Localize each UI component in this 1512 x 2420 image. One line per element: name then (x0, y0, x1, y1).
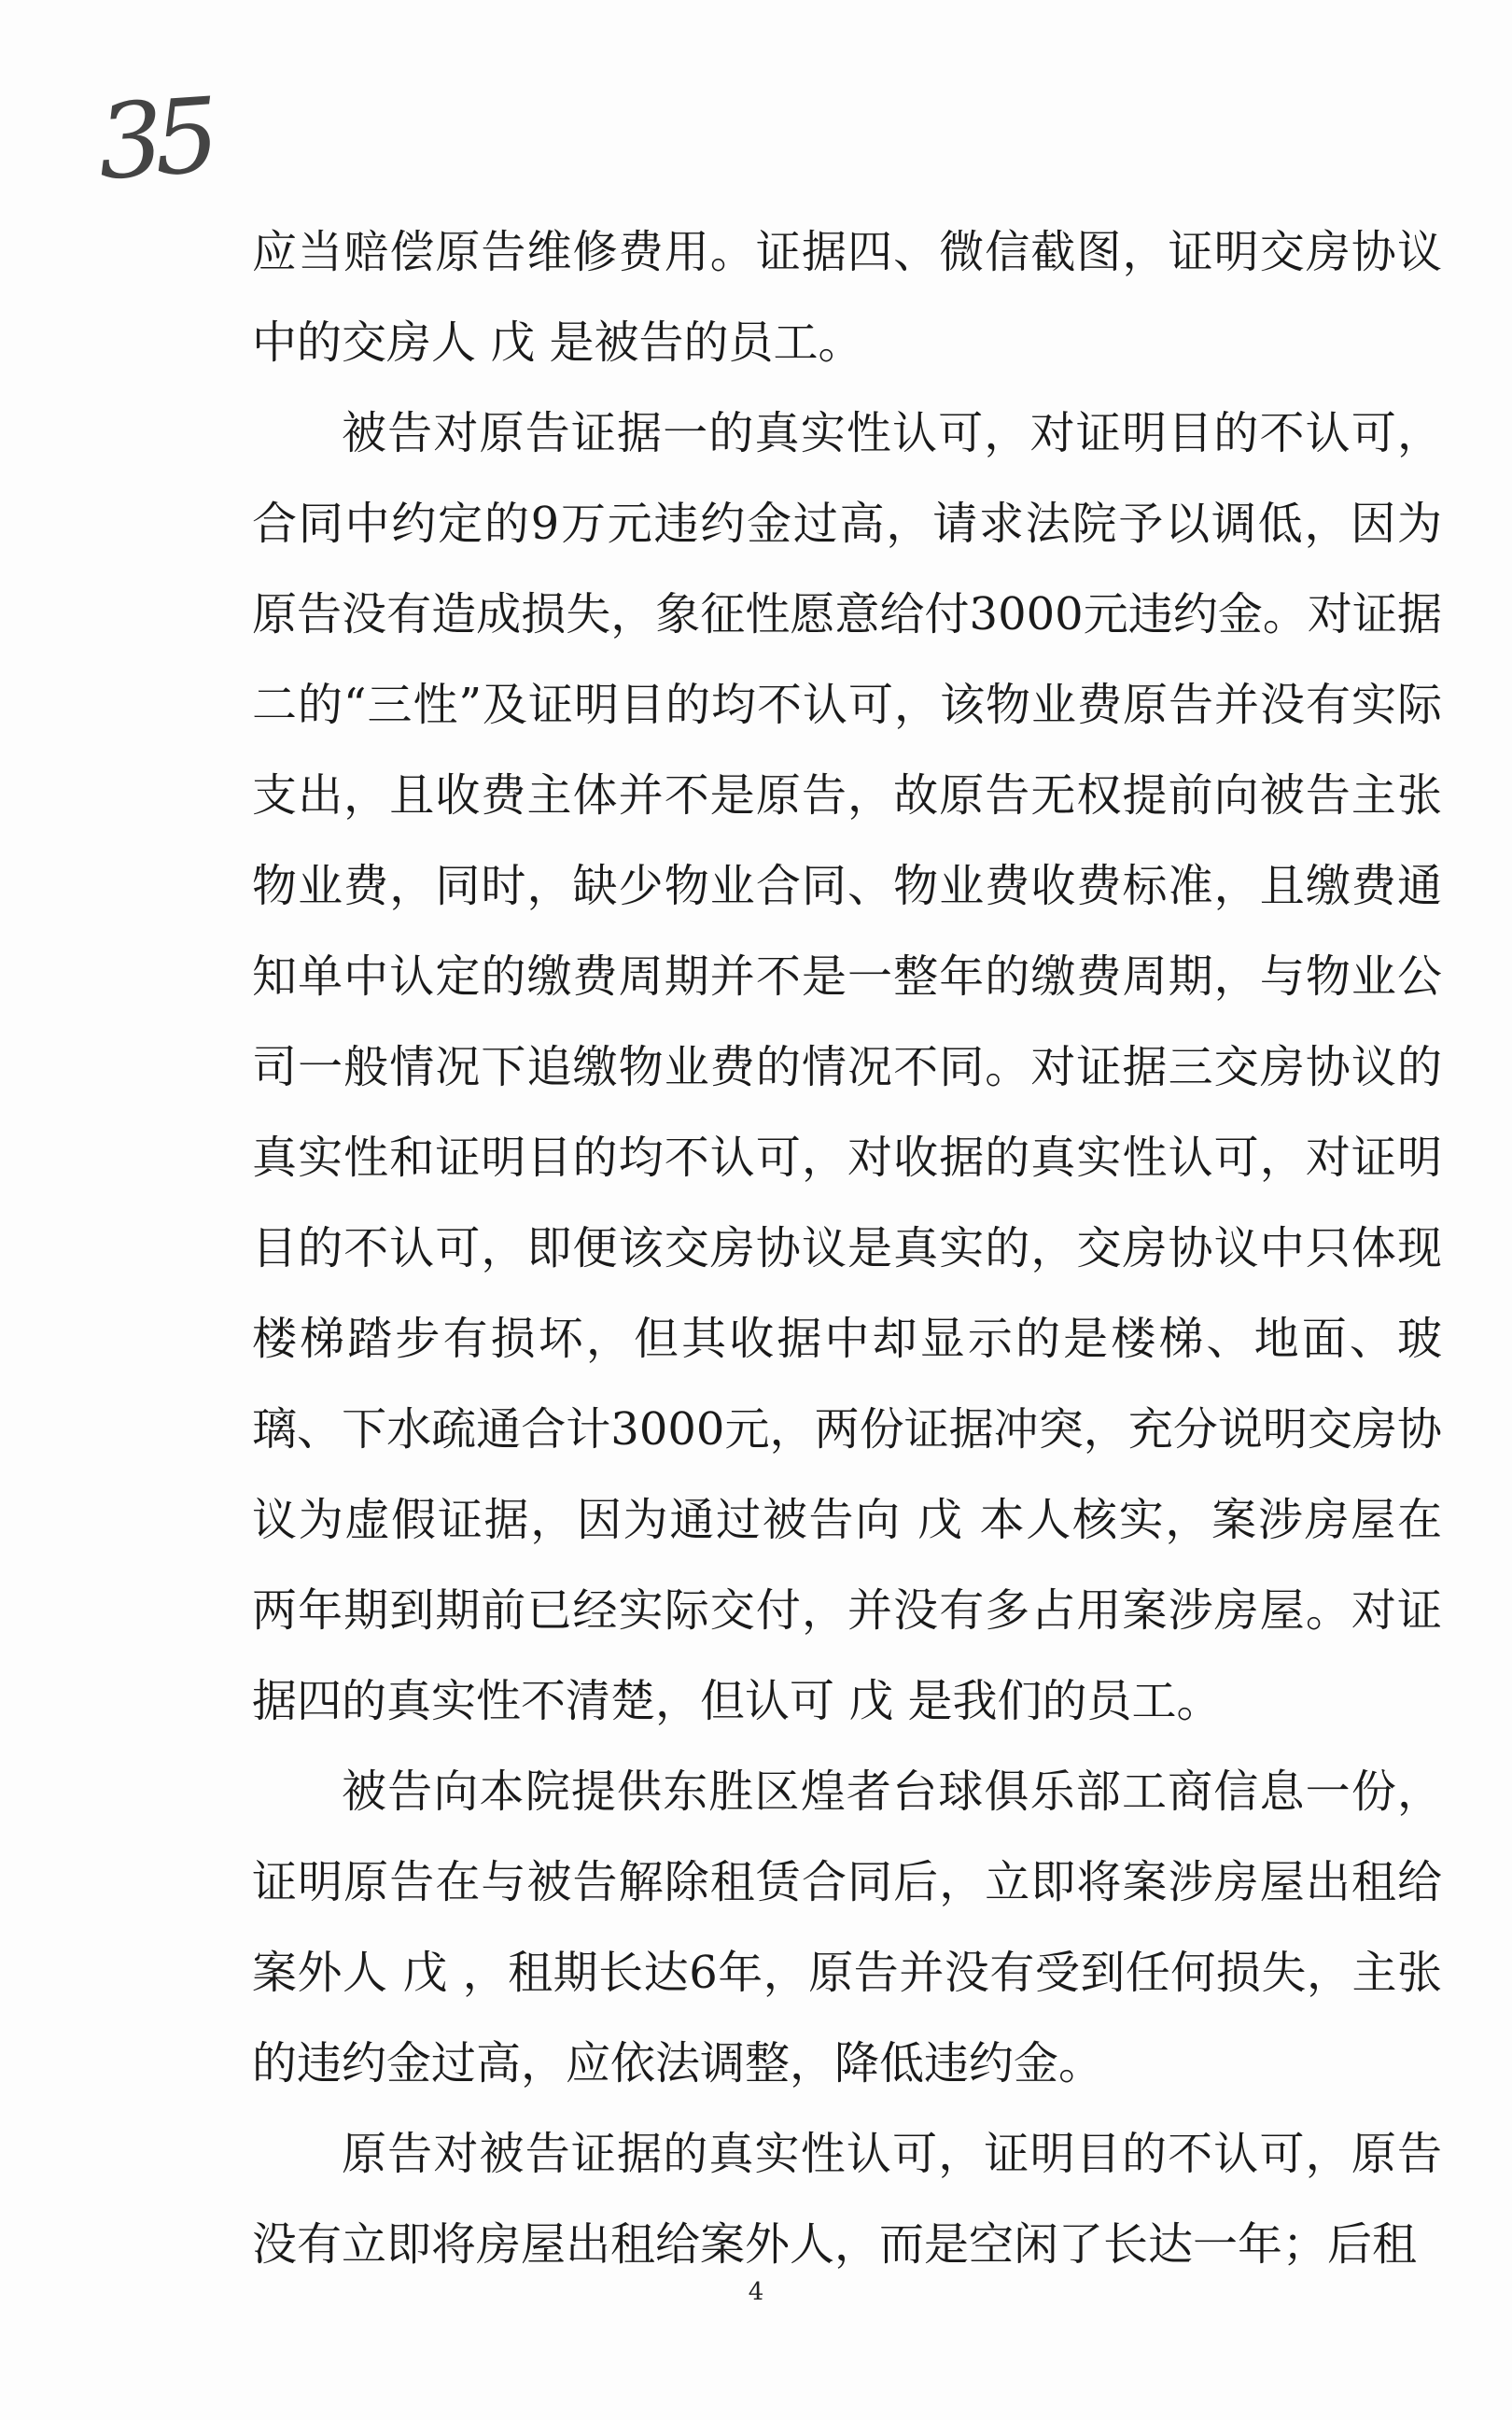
paragraph-defendant-opinion: 被告对原告证据一的真实性认可，对证明目的不认可，合同中约定的9万元违约金过高，请求法院予以调低，因为原告没有造成损失，象征性愿意给付3000元违约金。对证据二的“三性”及证明目的均不认可，该物业费原告并没有实际支出，且收费主体并不是原告，故原告无权提前向被告主张物业费，同时，缺少物业合同、物业费收费标准，且缴费通知单中认定的缴费周期并不是一整年的缴费周期，与物业公司一般情况下追缴物业费的情况不同。对证据三交房协议的真实性和证明目的均不认可，对收据的真实性认可，对证明目的不认可，即便该交房协议是真实的，交房协议中只体现楼梯踏步有损坏，但其收据中却显示的是楼梯、地面、玻璃、下水疏通合计3000元，两份证据冲突，充分说明交房协议为虚假证据，因为通过被告向 戊 本人核实，案涉房屋在两年期到期前已经实际交付，并没有多占用案涉房屋。对证据四的真实性不清楚，但认可 戊 是我们的员工。 (252, 407, 1442, 1727)
handwritten-page-mark: 35 (93, 75, 215, 204)
document-body (252, 207, 1442, 2290)
paragraph-plaintiff-response: 原告对被告证据的真实性认可，证明目的不认可，原告没有立即将房屋出租给案外人，而是空闲了长达一年；后租 (252, 2128, 1442, 2271)
page-number: 4 (748, 2278, 764, 2306)
paragraph-continuation: 应当赔偿原告维修费用。证据四、微信截图，证明交房协议中的交房人 戊 是被告的员工。 (252, 226, 1442, 369)
paragraph-defendant-evidence: 被告向本院提供东胜区煌者台球俱乐部工商信息一份，证明原告在与被告解除租赁合同后，立即将案涉房屋出租给案外人 戊 ，租期长达6年，原告并没有受到任何损失，主张的违约金过高，应依法调整，降低违约金。 (252, 1766, 1442, 2089)
